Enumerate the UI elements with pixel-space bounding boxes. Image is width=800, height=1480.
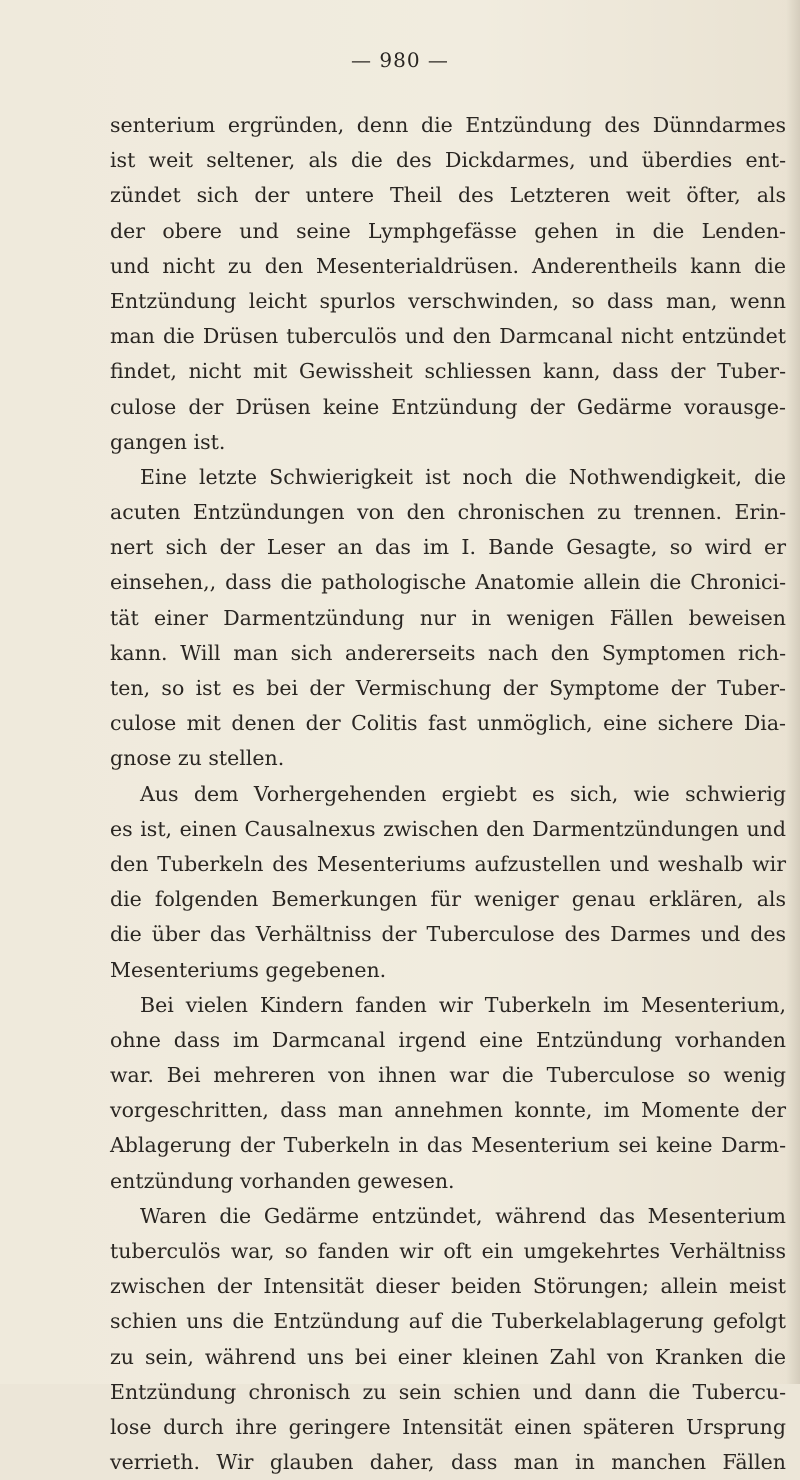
text-line: Entzündung leicht spurlos verschwinden, so dass man, wenn <box>110 288 786 313</box>
text-line: der obere und seine Lymphgefässe gehen in die Lenden- <box>110 218 786 243</box>
text-line: die über das Verhältniss der Tuberculose des Darmes und des <box>110 922 786 947</box>
text-line: kann. Will man sich andererseits nach den Symptomen rich- <box>110 640 786 665</box>
text-line: ten, so ist es bei der Vermischung der Symptome der Tuber- <box>110 676 786 700</box>
text-line: gangen ist. <box>110 429 226 454</box>
text-line: Bei vielen Kindern fanden wir Tuberkeln im Mesenterium, <box>140 992 786 1017</box>
page-edge-shadow <box>786 0 800 1384</box>
text-line: die folgenden Bemerkungen für weniger genau erklären, als <box>110 887 786 912</box>
text-line: zwischen der Intensität dieser beiden Störungen; allein meist <box>110 1274 786 1299</box>
text-line: culose mit denen der Colitis fast unmöglich, eine sichere Dia- <box>110 711 786 736</box>
text-line: Ablagerung der Tuberkeln in das Mesenterium sei keine Darm- <box>110 1133 786 1158</box>
text-line: Eine letzte Schwierigkeit ist noch die Nothwendigkeit, die <box>140 464 786 489</box>
text-line: vorgeschritten, dass man annehmen konnte, im Momente der <box>110 1098 786 1123</box>
text-line: tuberculös war, so fanden wir oft ein umgekehrtes Verhältniss <box>110 1239 786 1263</box>
text-line: zündet sich der untere Theil des Letzteren weit öfter, als <box>110 183 786 208</box>
text-line: schien uns die Entzündung auf die Tuberkelablagerung gefolgt <box>110 1309 786 1334</box>
text-line: gnose zu stellen. <box>110 746 285 771</box>
text-line: entzündung vorhanden gewesen. <box>110 1168 455 1193</box>
body-text <box>110 108 786 1480</box>
text-line: und nicht zu den Mesenterialdrüsen. Anderentheils kann die <box>110 253 786 278</box>
text-line: ist weit seltener, als die des Dickdarmes, und überdies ent- <box>110 148 786 173</box>
text-line: acuten Entzündungen von den chronischen zu trennen. Erin- <box>110 500 786 525</box>
page-number: — 980 — <box>351 48 449 72</box>
text-line: Waren die Gedärme entzündet, während das Mesenterium <box>140 1203 786 1228</box>
text-line: Aus dem Vorhergehenden ergiebt es sich, wie schwierig <box>140 781 786 806</box>
text-line: lose durch ihre geringere Intensität einen späteren Ursprung <box>110 1414 786 1439</box>
text-line: senterium ergründen, denn die Entzündung des Dünndarmes <box>110 113 786 137</box>
text-line: man die Drüsen tuberculös und den Darmcanal nicht entzündet <box>110 324 786 349</box>
text-line: Mesenteriums gegebenen. <box>110 957 387 982</box>
text-line: nert sich der Leser an das im I. Bande Gesagte, so wird er <box>110 535 786 560</box>
text-line: Entzündung chronisch zu sein schien und dann die Tubercu- <box>110 1379 786 1404</box>
text-line: verrieth. Wir glauben daher, dass man in manchen Fällen <box>110 1450 786 1475</box>
text-line: den Tuberkeln des Mesenteriums aufzustellen und weshalb wir <box>110 851 786 876</box>
text-line: zu sein, während uns bei einer kleinen Zahl von Kranken die <box>110 1344 786 1369</box>
text-line: tät einer Darmentzündung nur in wenigen Fällen beweisen <box>110 605 786 630</box>
text-line: ohne dass im Darmcanal irgend eine Entzündung vorhanden <box>110 1027 786 1052</box>
text-line: war. Bei mehreren von ihnen war die Tuberculose so wenig <box>110 1063 786 1088</box>
text-line: culose der Drüsen keine Entzündung der Gedärme vorausge- <box>110 394 786 419</box>
text-line: einsehen,, dass die pathologische Anatomie allein die Chronici- <box>110 570 786 595</box>
text-line: findet, nicht mit Gewissheit schliessen kann, dass der Tuber- <box>110 359 786 384</box>
text-line: es ist, einen Causalnexus zwischen den Darmentzündungen und <box>110 816 786 841</box>
